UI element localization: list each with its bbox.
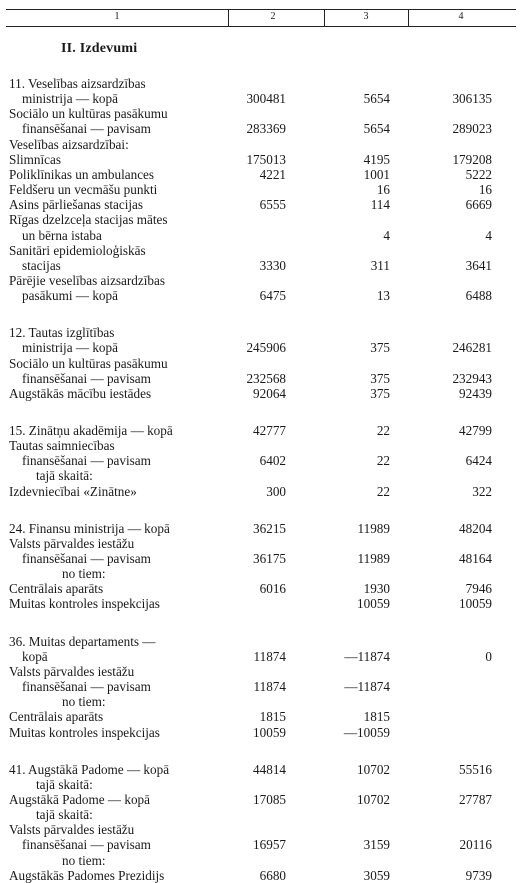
row-value-col3: 3059 xyxy=(363,868,390,883)
table-row xyxy=(0,228,522,243)
table-row xyxy=(0,521,522,536)
row-value-col2: 42777 xyxy=(253,423,286,438)
row-value-col4: 322 xyxy=(472,484,492,499)
table-row xyxy=(0,596,522,611)
row-label: Valsts pārvaldes iestāžu xyxy=(9,664,135,679)
table-row xyxy=(0,273,522,288)
table-row xyxy=(0,243,522,258)
row-value-col2: 283369 xyxy=(246,121,286,136)
row-value-col2: 11874 xyxy=(253,679,286,694)
row-value-col2: 6016 xyxy=(259,581,286,596)
table-row xyxy=(0,725,522,740)
row-value-col4: 48204 xyxy=(459,521,492,536)
row-value-col3: 16 xyxy=(376,182,390,197)
table-row xyxy=(0,853,522,868)
row-label: 12. Tautas izglītības xyxy=(9,325,115,340)
column-divider xyxy=(324,9,325,26)
table-row xyxy=(0,551,522,566)
table-row xyxy=(0,152,522,167)
row-value-col3: 5654 xyxy=(363,121,390,136)
row-value-col2: 10059 xyxy=(253,725,286,740)
row-value-col4: 42799 xyxy=(459,423,492,438)
column-header-2: 2 xyxy=(270,11,276,22)
row-label: finansēšanai — pavisam xyxy=(22,837,151,852)
row-value-col4: 232943 xyxy=(452,371,492,386)
row-label: ministrija — kopā xyxy=(22,340,118,355)
table-row xyxy=(0,423,522,438)
row-value-col3: 311 xyxy=(370,258,390,273)
table-row xyxy=(0,709,522,724)
row-label: tajā skaitā: xyxy=(36,468,93,483)
row-value-col2: 300 xyxy=(266,484,286,499)
row-label: finansēšanai — pavisam xyxy=(22,453,151,468)
table-row xyxy=(0,258,522,273)
row-label: Valsts pārvaldes iestāžu xyxy=(9,536,135,551)
row-label: Feldšeru un vecmāšu punkti xyxy=(9,182,158,197)
table-row xyxy=(0,371,522,386)
row-label: un bērna istaba xyxy=(22,228,102,243)
table-row xyxy=(0,484,522,499)
table-row xyxy=(0,807,522,822)
row-value-col4: 289023 xyxy=(452,121,492,136)
row-value-col4: 92439 xyxy=(459,386,492,401)
row-value-col4: 55516 xyxy=(459,762,492,777)
row-value-col3: 114 xyxy=(370,197,390,212)
row-value-col2: 6402 xyxy=(259,453,286,468)
table-row xyxy=(0,386,522,401)
table-row xyxy=(0,679,522,694)
column-header-3: 3 xyxy=(363,11,369,22)
row-value-col3: 4 xyxy=(383,228,390,243)
table-row xyxy=(0,356,522,371)
row-value-col3: 375 xyxy=(370,386,390,401)
row-value-col2: 44814 xyxy=(253,762,286,777)
table-row xyxy=(0,868,522,883)
table-row xyxy=(0,468,522,483)
row-label: ministrija — kopā xyxy=(22,91,118,106)
table-row xyxy=(0,762,522,777)
row-value-col4: 20116 xyxy=(459,837,492,852)
row-value-col3: 13 xyxy=(376,288,390,303)
row-value-col4: 0 xyxy=(485,649,492,664)
row-value-col3: 1930 xyxy=(363,581,390,596)
row-value-col4: 3641 xyxy=(465,258,492,273)
row-label: no tiem: xyxy=(62,694,106,709)
row-label: Sociālo un kultūras pasākumu xyxy=(9,356,168,371)
table-row xyxy=(0,664,522,679)
table-row xyxy=(0,212,522,227)
table-row xyxy=(0,340,522,355)
row-value-col4: 306135 xyxy=(452,91,492,106)
table-row xyxy=(0,288,522,303)
row-label: tajā skaitā: xyxy=(36,807,93,822)
row-value-col4: 16 xyxy=(478,182,492,197)
row-value-col2: 11874 xyxy=(253,649,286,664)
row-value-col4: 179208 xyxy=(452,152,492,167)
row-label: Poliklīnikas un ambulances xyxy=(9,167,155,182)
row-value-col2: 300481 xyxy=(246,91,286,106)
table-row xyxy=(0,91,522,106)
row-label: tajā skaitā: xyxy=(36,777,93,792)
row-value-col3: 1815 xyxy=(363,709,390,724)
row-value-col4: 9739 xyxy=(465,868,492,883)
row-value-col2: 175013 xyxy=(246,152,286,167)
row-value-col2: 36175 xyxy=(253,551,286,566)
row-value-col4: 6488 xyxy=(465,288,492,303)
row-label: 11. Veselības aizsardzības xyxy=(9,76,146,91)
row-value-col3: 22 xyxy=(376,453,390,468)
row-label: finansēšanai — pavisam xyxy=(22,679,151,694)
table-row xyxy=(0,167,522,182)
table-row xyxy=(0,822,522,837)
row-label: Augstākā Padome — kopā xyxy=(9,792,151,807)
table-row xyxy=(0,197,522,212)
row-label: Rīgas dzelzceļa stacijas mātes xyxy=(9,212,168,227)
row-label: stacijas xyxy=(22,258,61,273)
row-label: finansēšanai — pavisam xyxy=(22,551,151,566)
row-label: Augstākās Padomes Prezidijs xyxy=(9,868,165,883)
table-row xyxy=(0,837,522,852)
table-row xyxy=(0,182,522,197)
table-row xyxy=(0,76,522,91)
row-value-col3: 375 xyxy=(370,371,390,386)
row-value-col3: 10702 xyxy=(357,792,390,807)
row-value-col4: 5222 xyxy=(465,167,492,182)
table-row xyxy=(0,121,522,136)
row-label: Veselības aizsardzībai: xyxy=(9,137,129,152)
row-label: Asins pārliešanas stacijas xyxy=(9,197,144,212)
row-value-col2: 16957 xyxy=(253,837,286,852)
row-label: Tautas saimniecības xyxy=(9,438,115,453)
row-value-col2: 92064 xyxy=(253,386,286,401)
row-value-col2: 17085 xyxy=(253,792,286,807)
row-value-col4: 48164 xyxy=(459,551,492,566)
table-row xyxy=(0,325,522,340)
row-label: no tiem: xyxy=(62,853,106,868)
table-row xyxy=(0,106,522,121)
row-label: Muitas kontroles inspekcijas xyxy=(9,725,160,740)
row-label: Muitas kontroles inspekcijas xyxy=(9,596,160,611)
row-label: Augstākās mācību iestādes xyxy=(9,386,152,401)
table-row xyxy=(0,777,522,792)
row-value-col3: —11874 xyxy=(344,649,390,664)
row-label: Sanitāri epidemioloģiskās xyxy=(9,243,146,258)
row-value-col3: 3159 xyxy=(363,837,390,852)
row-label: 36. Muitas departaments — xyxy=(9,634,156,649)
table-row xyxy=(0,581,522,596)
row-label: Valsts pārvaldes iestāžu xyxy=(9,822,135,837)
row-value-col3: 1001 xyxy=(363,167,390,182)
row-value-col4: 7946 xyxy=(465,581,492,596)
row-value-col4: 246281 xyxy=(452,340,492,355)
row-label: pasākumi — kopā xyxy=(22,288,118,303)
row-label: Izdevniecībai «Zinātne» xyxy=(9,484,137,499)
row-value-col2: 232568 xyxy=(246,371,286,386)
row-value-col2: 6475 xyxy=(259,288,286,303)
row-value-col3: 5654 xyxy=(363,91,390,106)
row-value-col2: 36215 xyxy=(253,521,286,536)
row-value-col3: 22 xyxy=(376,423,390,438)
row-value-col4: 27787 xyxy=(459,792,492,807)
row-value-col4: 10059 xyxy=(459,596,492,611)
table-row xyxy=(0,634,522,649)
row-value-col2: 4221 xyxy=(259,167,286,182)
table-row xyxy=(0,536,522,551)
row-value-col4: 4 xyxy=(485,228,492,243)
row-label: Centrālais aparāts xyxy=(9,709,104,724)
row-value-col3: —11874 xyxy=(344,679,390,694)
row-value-col3: —10059 xyxy=(343,725,390,740)
table-row xyxy=(0,792,522,807)
row-value-col3: 375 xyxy=(370,340,390,355)
column-header-1: 1 xyxy=(114,11,120,22)
table-row xyxy=(0,137,522,152)
row-value-col4: 6669 xyxy=(465,197,492,212)
table-row xyxy=(0,566,522,581)
row-label: Slimnīcas xyxy=(9,152,62,167)
column-divider xyxy=(408,9,409,26)
header-top-rule xyxy=(6,9,516,10)
row-value-col2: 6680 xyxy=(259,868,286,883)
row-value-col3: 4195 xyxy=(363,152,390,167)
row-label: Sociālo un kultūras pasākumu xyxy=(9,106,168,121)
column-divider xyxy=(228,9,229,26)
row-value-col3: 11989 xyxy=(357,551,390,566)
header-bottom-rule xyxy=(6,26,516,27)
row-value-col3: 10059 xyxy=(357,596,390,611)
table-row xyxy=(0,453,522,468)
row-label: 41. Augstākā Padome — kopā xyxy=(9,762,170,777)
row-value-col2: 3330 xyxy=(259,258,286,273)
row-label: finansēšanai — pavisam xyxy=(22,371,151,386)
row-value-col2: 1815 xyxy=(259,709,286,724)
row-value-col3: 22 xyxy=(376,484,390,499)
row-value-col3: 10702 xyxy=(357,762,390,777)
row-value-col2: 245906 xyxy=(246,340,286,355)
section-title: II. Izdevumi xyxy=(61,41,138,56)
column-header-4: 4 xyxy=(458,11,464,22)
row-label: kopā xyxy=(22,649,48,664)
table-row xyxy=(0,694,522,709)
row-label: Pārējie veselības aizsardzības xyxy=(9,273,165,288)
row-value-col4: 6424 xyxy=(465,453,492,468)
row-label: 24. Finansu ministrija — kopā xyxy=(9,521,170,536)
row-label: Centrālais aparāts xyxy=(9,581,104,596)
row-value-col2: 6555 xyxy=(259,197,286,212)
table-row xyxy=(0,649,522,664)
row-value-col3: 11989 xyxy=(357,521,390,536)
row-label: no tiem: xyxy=(62,566,106,581)
row-label: finansēšanai — pavisam xyxy=(22,121,151,136)
row-label: 15. Zinātņu akadēmija — kopā xyxy=(9,423,173,438)
table-row xyxy=(0,438,522,453)
